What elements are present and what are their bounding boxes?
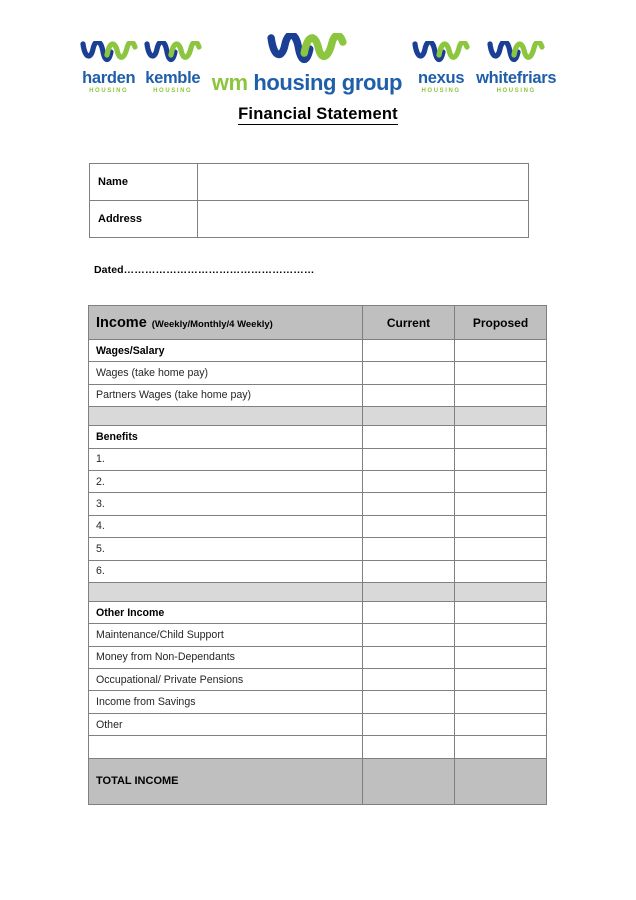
income-row-label: Partners Wages (take home pay) xyxy=(89,384,363,406)
address-label: Address xyxy=(90,201,198,238)
table-row xyxy=(89,470,547,492)
income-row-current-cell[interactable] xyxy=(363,713,455,735)
income-row-label: 5. xyxy=(89,538,363,560)
table-row xyxy=(89,538,547,560)
income-row-current-cell[interactable] xyxy=(363,470,455,492)
logo-wordmark: kemble xyxy=(145,68,201,87)
table-row xyxy=(89,426,547,448)
table-row xyxy=(89,448,547,470)
income-row-current-cell[interactable] xyxy=(363,646,455,668)
table-row xyxy=(89,646,547,668)
table-row xyxy=(89,407,547,426)
table-row xyxy=(89,340,547,362)
income-row-label: Other Income xyxy=(89,601,363,623)
income-row-current-cell[interactable] xyxy=(363,493,455,515)
wm-wave-icon xyxy=(487,41,545,67)
address-field[interactable] xyxy=(198,201,529,238)
income-row-label: Benefits xyxy=(89,426,363,448)
income-header-note: (Weekly/Monthly/4 Weekly) xyxy=(151,318,273,330)
wm-wave-icon xyxy=(80,41,138,67)
table-row xyxy=(89,691,547,713)
current-column-header: Current xyxy=(363,306,455,340)
income-row-proposed-cell[interactable] xyxy=(455,362,547,384)
income-header-title: Income xyxy=(96,314,147,331)
income-row-proposed-cell[interactable] xyxy=(455,646,547,668)
income-row-label: Wages (take home pay) xyxy=(89,362,363,384)
logo-whitefriars xyxy=(476,41,556,95)
table-row xyxy=(89,515,547,537)
logo-subtext: HOUSING xyxy=(421,88,461,94)
income-table-body xyxy=(89,340,547,805)
table-row xyxy=(89,384,547,406)
logo-wordmark-rest: housing group xyxy=(253,70,403,95)
wm-wave-icon xyxy=(267,33,347,69)
table-row xyxy=(89,582,547,601)
applicant-details-table xyxy=(89,163,529,238)
brand-logo-bar xyxy=(0,24,636,94)
logo-wordmark: whitefriars xyxy=(476,68,557,87)
wm-wave-icon xyxy=(412,41,470,67)
income-row-label: Income from Savings xyxy=(89,691,363,713)
income-row-proposed-cell[interactable] xyxy=(455,493,547,515)
income-row-label: 2. xyxy=(89,470,363,492)
income-row-proposed-cell[interactable] xyxy=(455,758,547,804)
income-row-proposed-cell[interactable] xyxy=(455,669,547,691)
table-row xyxy=(89,624,547,646)
income-row-current-cell[interactable] xyxy=(363,582,455,601)
income-row-proposed-cell[interactable] xyxy=(455,448,547,470)
table-row xyxy=(90,164,529,201)
income-row-label: Maintenance/Child Support xyxy=(89,624,363,646)
logo-subtext: HOUSING xyxy=(153,88,193,94)
proposed-column-header: Proposed xyxy=(455,306,547,340)
income-row-current-cell[interactable] xyxy=(363,560,455,582)
income-row-proposed-cell[interactable] xyxy=(455,713,547,735)
logo-subtext: HOUSING xyxy=(89,88,129,94)
income-row-label xyxy=(89,736,363,758)
income-table xyxy=(88,305,547,805)
page-title-text: Financial Statement xyxy=(238,105,398,123)
income-row-current-cell[interactable] xyxy=(363,758,455,804)
income-row-current-cell[interactable] xyxy=(363,362,455,384)
logo-wordmark xyxy=(212,72,402,94)
income-row-proposed-cell[interactable] xyxy=(455,470,547,492)
income-row-current-cell[interactable] xyxy=(363,691,455,713)
income-row-current-cell[interactable] xyxy=(363,426,455,448)
income-row-proposed-cell[interactable] xyxy=(455,736,547,758)
logo-nexus xyxy=(412,41,470,95)
income-row-label: Wages/Salary xyxy=(89,340,363,362)
logo-wm-housing-group xyxy=(212,33,402,94)
income-row-label: Occupational/ Private Pensions xyxy=(89,669,363,691)
table-row xyxy=(89,601,547,623)
name-field[interactable] xyxy=(198,164,529,201)
income-row-label: 3. xyxy=(89,493,363,515)
income-row-proposed-cell[interactable] xyxy=(455,691,547,713)
logo-subtext: HOUSING xyxy=(496,88,536,94)
table-row xyxy=(89,362,547,384)
income-row-current-cell[interactable] xyxy=(363,515,455,537)
income-row-proposed-cell[interactable] xyxy=(455,624,547,646)
income-row-current-cell[interactable] xyxy=(363,669,455,691)
income-row-current-cell[interactable] xyxy=(363,624,455,646)
logo-wordmark: nexus xyxy=(418,68,465,87)
income-row-current-cell[interactable] xyxy=(363,340,455,362)
logo-harden xyxy=(80,41,138,95)
income-row-current-cell[interactable] xyxy=(363,601,455,623)
income-row-label: Other xyxy=(89,713,363,735)
income-row-current-cell[interactable] xyxy=(363,448,455,470)
income-row-proposed-cell[interactable] xyxy=(455,340,547,362)
income-row-label: 4. xyxy=(89,515,363,537)
logo-wordmark-wm: wm xyxy=(211,70,248,95)
table-row xyxy=(89,493,547,515)
income-header-cell xyxy=(89,306,363,340)
income-row-label: 1. xyxy=(89,448,363,470)
page-title xyxy=(0,105,636,124)
income-row-label: 6. xyxy=(89,560,363,582)
income-row-proposed-cell[interactable] xyxy=(455,560,547,582)
income-row-label xyxy=(89,582,363,601)
table-row xyxy=(89,736,547,758)
income-row-label: TOTAL INCOME xyxy=(89,758,363,804)
table-row xyxy=(89,560,547,582)
income-table-header-row xyxy=(89,306,547,340)
table-row xyxy=(89,713,547,735)
logo-kemble xyxy=(144,41,202,95)
table-row xyxy=(90,201,529,238)
income-row-current-cell[interactable] xyxy=(363,384,455,406)
logo-wordmark: harden xyxy=(82,68,136,87)
wm-wave-icon xyxy=(144,41,202,67)
income-row-proposed-cell[interactable] xyxy=(455,384,547,406)
income-row-proposed-cell[interactable] xyxy=(455,426,547,448)
income-row-current-cell[interactable] xyxy=(363,736,455,758)
income-row-label xyxy=(89,407,363,426)
income-row-label: Money from Non-Dependants xyxy=(89,646,363,668)
income-row-current-cell[interactable] xyxy=(363,538,455,560)
income-row-proposed-cell[interactable] xyxy=(455,538,547,560)
table-row xyxy=(89,758,547,804)
income-row-proposed-cell[interactable] xyxy=(455,407,547,426)
dated-line[interactable]: Dated……………………………………………… xyxy=(94,264,315,276)
income-row-proposed-cell[interactable] xyxy=(455,601,547,623)
income-row-proposed-cell[interactable] xyxy=(455,582,547,601)
income-row-proposed-cell[interactable] xyxy=(455,515,547,537)
name-label: Name xyxy=(90,164,198,201)
income-row-current-cell[interactable] xyxy=(363,407,455,426)
table-row xyxy=(89,669,547,691)
